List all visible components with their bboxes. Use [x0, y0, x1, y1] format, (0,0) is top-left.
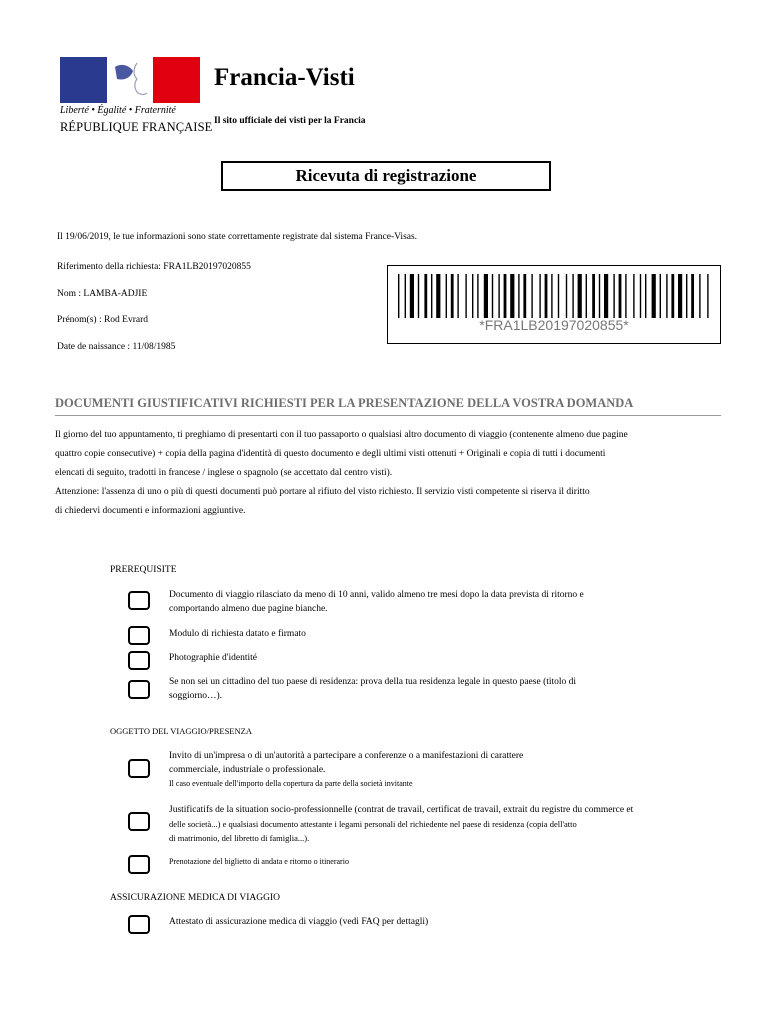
item-identity-photo: [169, 651, 257, 665]
applicant-surname: Nom : LAMBA-ADJIE: [57, 289, 148, 299]
intro-line: di chiedervi documenti e informazioni aggiuntive.: [55, 506, 246, 516]
intro-line: Il giorno del tuo appuntamento, ti preghiamo di presentarti con il tuo passaporto o qualsiasi altro documento di viaggio (contenente almeno due pagine: [55, 430, 628, 440]
barcode-bars: [398, 274, 711, 318]
item-line: Se non sei un cittadino del tuo paese di residenza: prova della tua residenza legale in questo paese (titolo di: [169, 677, 577, 687]
item-line: Attestato di assicurazione medica di viaggio (vedi FAQ per dettagli): [169, 917, 429, 927]
marianne-icon: [107, 57, 153, 103]
intro-line: elencati di seguito, tradotti in francese / inglese o spagnolo (se accettato dal centro visti).: [55, 468, 393, 478]
item-line: Prenotazione del biglietto di andata e ritorno o itinerario: [169, 857, 349, 866]
item-insurance-certificate: [169, 915, 428, 929]
documents-heading: DOCUMENTI GIUSTIFICATIVI RICHIESTI PER LA PRESENTAZIONE DELLA VOSTRA DOMANDA: [55, 396, 721, 416]
category-trip-purpose: OGGETTO DEL VIAGGIO/PRESENZA: [110, 726, 252, 736]
category-prerequisite: PREREQUISITE: [110, 565, 177, 575]
checkbox-ticket-booking[interactable]: [128, 855, 150, 874]
category-travel-insurance: ASSICURAZIONE MEDICA DI VIAGGIO: [110, 893, 281, 903]
item-socio-professional: [169, 803, 633, 845]
logo-republic-text: RÉPUBLIQUE FRANÇAISE: [60, 120, 213, 134]
site-title: Francia-Visti: [214, 64, 355, 91]
logo-flag-red: [153, 57, 200, 103]
item-line: Documento di viaggio rilasciato da meno di 10 anni, valido almeno tre mesi dopo la data prevista di ritorno e: [169, 590, 584, 600]
checkbox-insurance-certificate[interactable]: [128, 915, 150, 934]
item-ticket-booking: [169, 855, 349, 869]
item-line: Modulo di richiesta datato e firmato: [169, 629, 306, 639]
item-line: soggiorno…).: [169, 691, 223, 701]
item-line: Justificatifs de la situation socio-professionnelle (contrat de travail, certificat de travail, extrait du registre du commerce et: [169, 805, 634, 815]
item-line: commerciale, industriale o professionale.: [169, 765, 326, 775]
checkbox-identity-photo[interactable]: [128, 651, 150, 670]
item-application-form: [169, 627, 306, 641]
republique-francaise-logo: [60, 57, 200, 103]
request-reference: Riferimento della richiesta: FRA1LB20197020855: [57, 262, 251, 272]
checkbox-travel-document[interactable]: [128, 591, 150, 610]
receipt-title-box: [221, 161, 551, 191]
item-line: di matrimonio, del libretto di famiglia...).: [169, 833, 310, 843]
checkbox-invitation[interactable]: [128, 759, 150, 778]
receipt-title: Ricevuta di registrazione: [295, 166, 477, 185]
intro-line: Attenzione: l'assenza di uno o più di questi documenti può portare al rifiuto del visto richiesto. Il servizio visti competente si riserva il diritto: [55, 487, 590, 497]
barcode-text: *FRA1LB20197020855*: [479, 317, 629, 333]
site-subtitle: Il sito ufficiale dei visti per la Francia: [214, 116, 366, 126]
logo-flag-blue: [60, 57, 107, 103]
checkbox-socio-professional[interactable]: [128, 812, 150, 831]
intro-line: quattro copie consecutive) + copia della pagina d'identità di questo documento e degli ultimi visti ottenuti + Originali e copia di tutti i documenti: [55, 449, 606, 459]
item-travel-document: [169, 588, 584, 616]
applicant-first-names: Prénom(s) : Rod Evrard: [57, 315, 149, 325]
item-line: Photographie d'identité: [169, 653, 257, 663]
item-line: comportando almeno due pagine bianche.: [169, 604, 328, 614]
logo-motto: Liberté • Égalité • Fraternité: [60, 105, 176, 116]
item-line: delle società...) e qualsiasi documento attestante i legami personali del richiedente nel paese di residenza (copia dell'atto: [169, 819, 577, 829]
item-note: Il caso eventuale dell'importo della copertura da parte della società invitante: [169, 779, 413, 788]
applicant-birth-date: Date de naissance : 11/08/1985: [57, 342, 176, 352]
registration-confirmation: Il 19/06/2019, le tue informazioni sono state correttamente registrate dal sistema France-Visas.: [57, 232, 418, 242]
item-residence-proof: [169, 675, 576, 703]
item-invitation: [169, 749, 523, 791]
checkbox-application-form[interactable]: [128, 626, 150, 645]
barcode: [387, 265, 721, 344]
logo-marianne-profile: [107, 57, 153, 103]
item-line: Invito di un'impresa o di un'autorità a partecipare a conferenze o a manifestazioni di carattere: [169, 751, 524, 761]
checkbox-residence-proof[interactable]: [128, 680, 150, 699]
